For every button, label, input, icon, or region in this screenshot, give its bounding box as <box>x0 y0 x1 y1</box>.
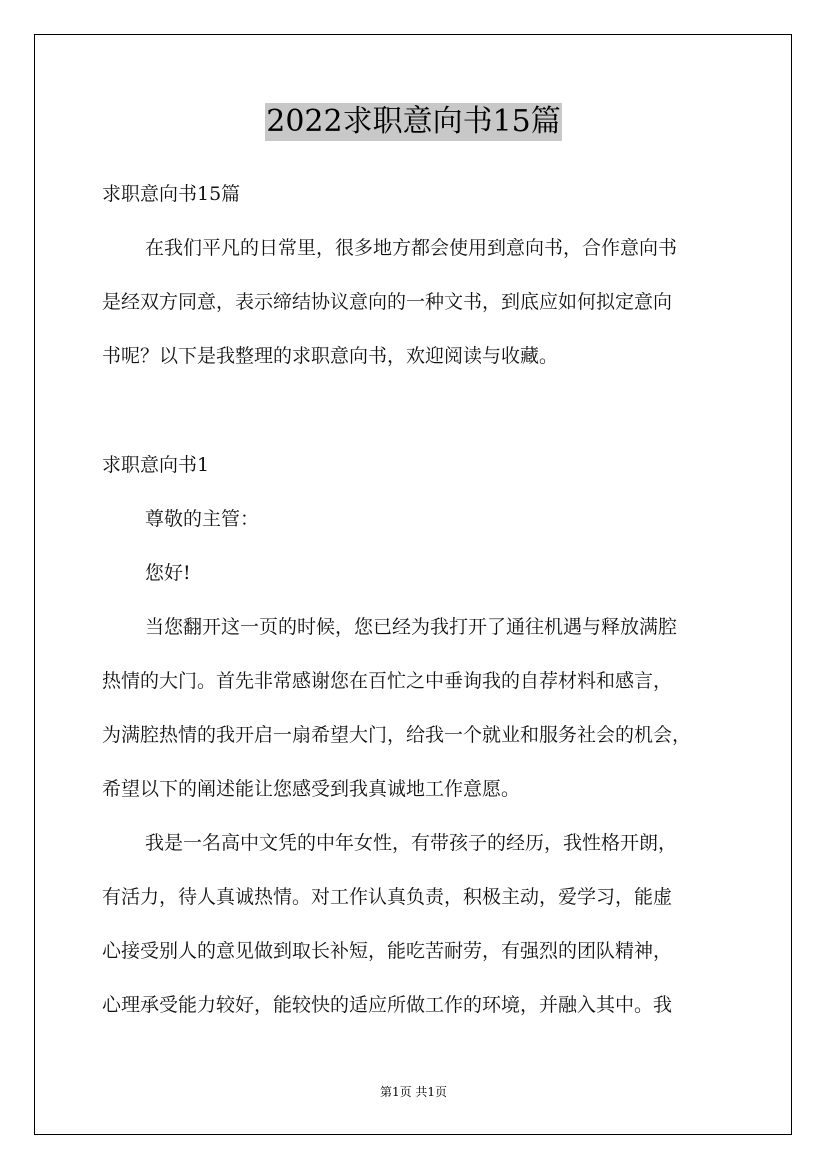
page-footer: 第1页 共1页 <box>379 1085 448 1099</box>
intro-line-2: 是经双方同意，表示缔结协议意向的一种文书，到底应如何拟定意向 <box>102 291 673 313</box>
paragraph1-line-1: 当您翻开这一页的时候，您已经为我打开了通往机遇与释放满腔 <box>145 616 678 638</box>
paragraph1-line-4: 希望以下的阐述能让您感受到我真诚地工作意愿。 <box>102 778 521 800</box>
paragraph1-line-3: 为满腔热情的我开启一扇希望大门，给我一个就业和服务社会的机会， <box>102 724 692 746</box>
greeting: 您好! <box>145 562 191 584</box>
paragraph2-line-4: 心理承受能力较好，能较快的适应所做工作的环境，并融入其中。我 <box>102 994 673 1016</box>
document-subtitle: 求职意向书15篇 <box>102 183 241 205</box>
document-title: 2022求职意向书15篇 <box>266 104 561 139</box>
salutation: 尊敬的主管： <box>145 508 260 530</box>
paragraph2-line-2: 有活力，待人真诚热情。对工作认真负责，积极主动，爱学习，能虚 <box>102 886 673 908</box>
section-heading: 求职意向书1 <box>102 454 210 476</box>
paragraph2-line-3: 心接受别人的意见做到取长补短，能吃苦耐劳，有强烈的团队精神， <box>102 940 673 962</box>
intro-line-3: 书呢？以下是我整理的求职意向书，欢迎阅读与收藏。 <box>102 345 559 367</box>
paragraph2-line-1: 我是一名高中文凭的中年女性，有带孩子的经历，我性格开朗， <box>145 832 678 854</box>
document-title-container <box>0 103 827 141</box>
intro-line-1: 在我们平凡的日常里，很多地方都会使用到意向书，合作意向书 <box>145 237 678 259</box>
paragraph1-line-2: 热情的大门。首先非常感谢您在百忙之中垂询我的自荐材料和感言， <box>102 670 673 692</box>
